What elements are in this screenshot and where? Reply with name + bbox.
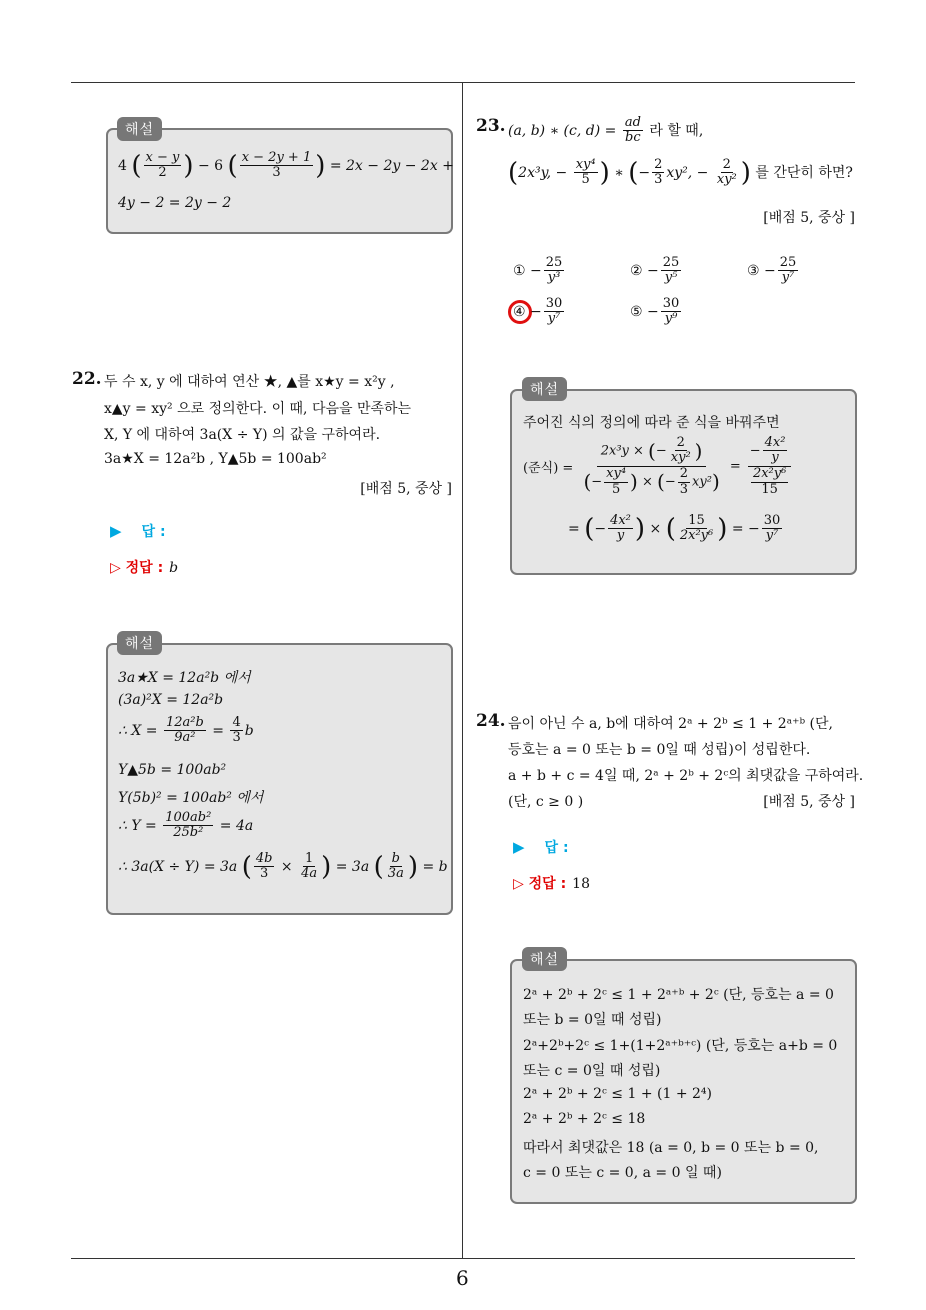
- solution-tag: 해설: [522, 947, 567, 971]
- solution-22-line-1: 3a★X = 12a²b 에서: [118, 670, 251, 686]
- question-number-22: 22.: [72, 369, 102, 389]
- column-divider: [462, 82, 463, 1259]
- answer-label-24[interactable]: ▶ 답 :: [513, 838, 569, 856]
- solution-24-line-4: 또는 c = 0일 때 성립): [523, 1063, 661, 1079]
- solution-22-line-2: (3a)²X = 12a²b: [118, 692, 224, 708]
- top-rule: [71, 82, 855, 83]
- outline-play-icon: ▷: [513, 876, 529, 892]
- solution-21-line-2: 4y − 2 = 2y − 2: [118, 195, 232, 211]
- solution-22-line-4: Y▲5b = 100ab²: [118, 762, 227, 778]
- question-23-line-2: (2x³y, − $\frac{\text{xy⁴}}{5}$ ) ∗ (− $\frac{2}{3}$ xy², − $\frac{2}{\text{xy²}}$ ) 를 간단히 하면?: [508, 157, 853, 189]
- question-23-score: [배점 5, 중상 ]: [763, 210, 855, 226]
- play-icon: ▶: [110, 522, 122, 540]
- question-number-23: 23.: [476, 116, 506, 136]
- solution-22-line-3: ∴ X = $\frac{\text{12a²b}}{\text{9a²}}$ = $\frac{4}{3}$ b: [118, 715, 254, 746]
- bottom-rule: [71, 1258, 855, 1259]
- solution-22-line-5: Y(5b)² = 100ab² 에서: [118, 790, 264, 806]
- solution-24-line-7: 따라서 최댓값은 18 (a = 0, b = 0 또는 b = 0,: [523, 1140, 819, 1156]
- question-number-24: 24.: [476, 711, 506, 731]
- question-22-score: [배점 5, 중상 ]: [360, 481, 452, 497]
- solution-24-line-2: 또는 b = 0일 때 성립): [523, 1012, 662, 1028]
- solution-22-line-7: ∴ 3a(X ÷ Y) = 3a ( $\frac{4b}{3}$ × $\frac{1}{4a}$ ) = 3a ( $\frac{b}{3a}$ ) = b: [118, 851, 448, 883]
- choice-1[interactable]: ① − $\frac{25}{\text{y³}}$: [513, 255, 563, 286]
- outline-play-icon: ▷: [110, 560, 126, 576]
- question-22-line-1: 두 수 x, y 에 대하여 연산 ★, ▲를 x★y = x²y ,: [104, 374, 395, 390]
- question-24-score: [배점 5, 중상 ]: [763, 794, 855, 810]
- correct-answer-24: ▷ 정답 : 18: [513, 876, 590, 892]
- question-24-line-3: a + b + c = 4일 때, 2ᵃ + 2ᵇ + 2ᶜ의 최댓값을 구하여라.: [508, 768, 864, 784]
- solution-22-line-6: ∴ Y = $\frac{\text{100ab²}}{\text{25b²}}$ = 4a: [118, 810, 254, 841]
- answer-label-22[interactable]: ▶ 답 :: [110, 522, 166, 540]
- question-22-line-3: X, Y 에 대하여 3a(X ÷ Y) 의 값을 구하여라.: [104, 427, 381, 443]
- solution-tag: 해설: [117, 117, 162, 141]
- question-24-line-4: (단, c ≥ 0 ): [508, 794, 584, 810]
- solution-24-line-8: c = 0 또는 c = 0, a = 0 일 때): [523, 1165, 722, 1181]
- solution-tag: 해설: [117, 631, 162, 655]
- choice-3[interactable]: ③ − $\frac{25}{\text{y⁷}}$: [747, 255, 797, 286]
- solution-24-line-5: 2ᵃ + 2ᵇ + 2ᶜ ≤ 1 + (1 + 2⁴): [523, 1086, 712, 1102]
- solution-21-line-1: 4 ( $\frac{x - y}{2}$ ) − 6 ( $\frac{x - 2y + 1}{3}$ ) = 2x − 2y − 2x +: [118, 150, 454, 182]
- question-24-line-1: 음이 아닌 수 a, b에 대하여 2ᵃ + 2ᵇ ≤ 1 + 2ᵃ⁺ᵇ (단,: [508, 716, 833, 732]
- solution-23-line-2: (준식) = 2x³y × (− $\frac{2}{\text{xy²}}$ ) (− $\frac{\text{xy⁴}}{5}$ ) × (− $\frac{2}{3}$ xy²) = − $\frac{\text{4x²}}{y}$ $\frac{\text{2x²y⁶}}{15}$: [523, 436, 794, 497]
- solution-tag: 해설: [522, 377, 567, 401]
- question-22-line-2: x▲y = xy² 으로 정의한다. 이 때, 다음을 만족하는: [104, 401, 412, 417]
- solution-24-line-1: 2ᵃ + 2ᵇ + 2ᶜ ≤ 1 + 2ᵃ⁺ᵇ + 2ᶜ (단, 등호는 a = 0: [523, 987, 834, 1003]
- question-24-line-2: 등호는 a = 0 또는 b = 0일 때 성립)이 성립한다.: [508, 742, 811, 758]
- correct-answer-22: ▷ 정답 : b: [110, 560, 179, 576]
- play-icon: ▶: [513, 838, 525, 856]
- solution-23-line-1: 주어진 식의 정의에 따라 준 식을 바꿔주면: [523, 415, 780, 431]
- page-number: 6: [456, 1266, 469, 1290]
- question-22-line-4: 3a★X = 12a²b , Y▲5b = 100ab²: [104, 451, 327, 467]
- choice-2[interactable]: ② − $\frac{25}{\text{y⁵}}$: [630, 255, 680, 286]
- question-23-line-1: (a, b) ∗ (c, d) = $\frac{ad}{bc}$ 라 할 때,: [508, 115, 704, 146]
- solution-24-line-6: 2ᵃ + 2ᵇ + 2ᶜ ≤ 18: [523, 1111, 646, 1127]
- solution-24-line-3: 2ᵃ+2ᵇ+2ᶜ ≤ 1+(1+2ᵃ⁺ᵇ⁺ᶜ) (단, 등호는 a+b = 0: [523, 1038, 838, 1054]
- choice-4[interactable]: ④ − $\frac{30}{\text{y⁷}}$: [513, 296, 563, 327]
- choice-5[interactable]: ⑤ − $\frac{30}{\text{y⁹}}$: [630, 296, 680, 327]
- solution-23-line-3: = (− $\frac{\text{4x²}}{y}$ ) × ( $\frac{15}{\text{2x²y⁶}}$ ) = − $\frac{30}{\text{y⁷}}$: [568, 513, 781, 545]
